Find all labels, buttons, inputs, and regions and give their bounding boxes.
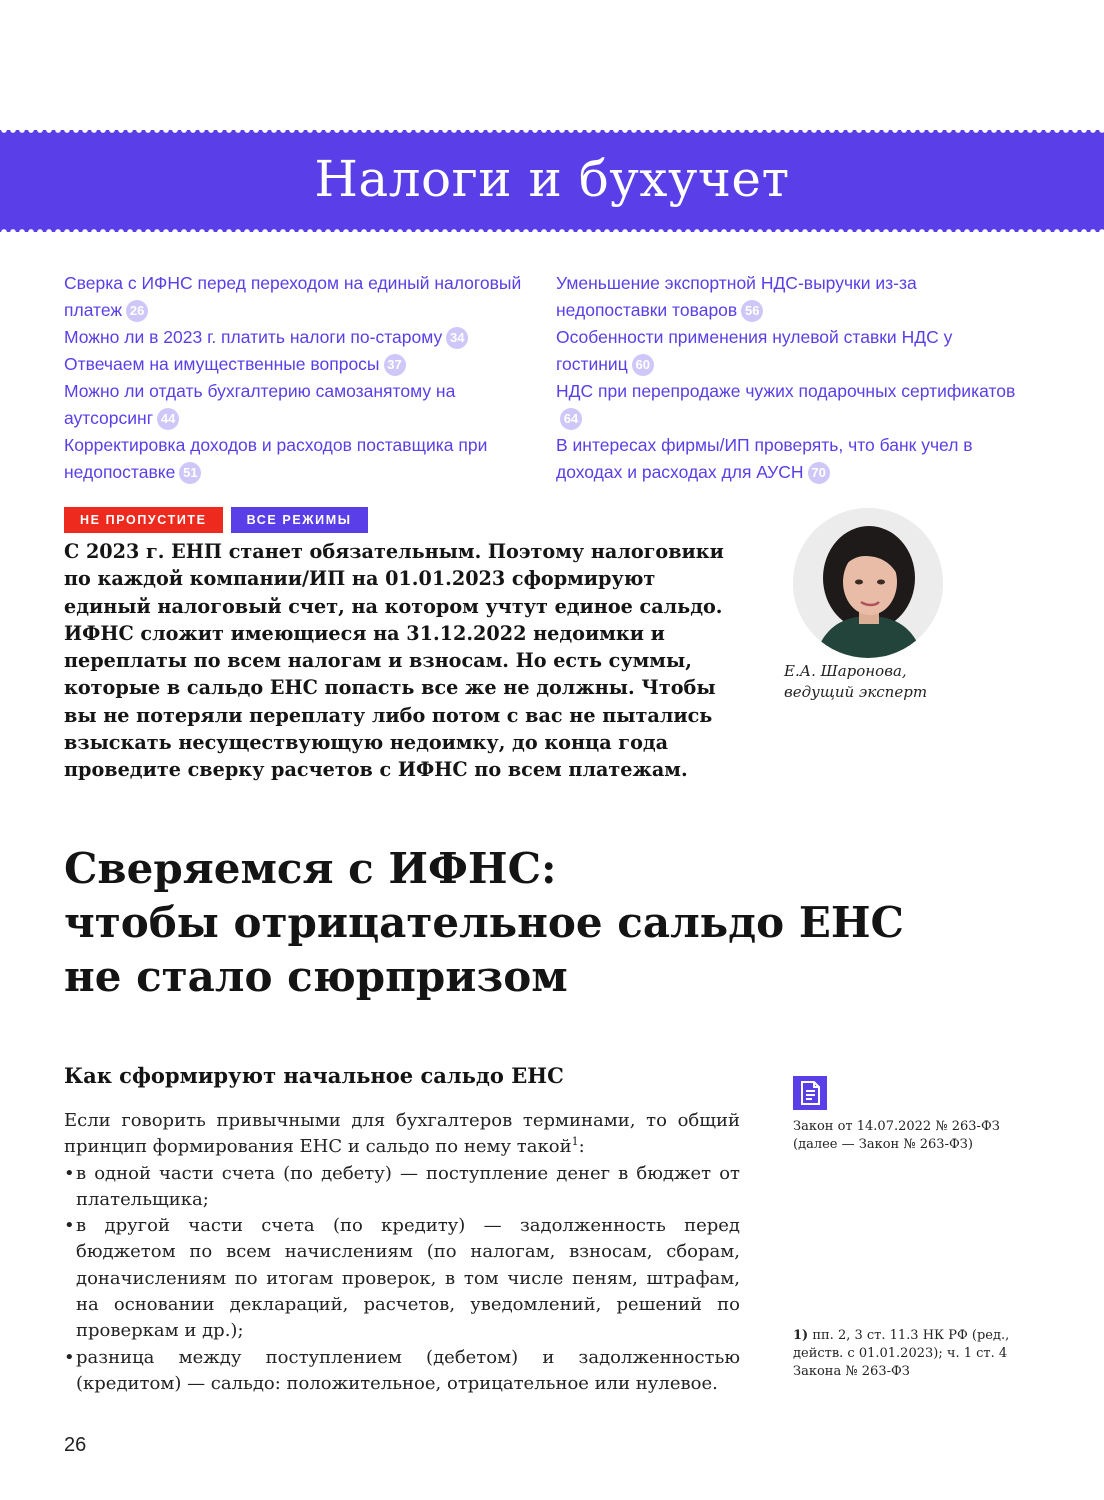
toc-item[interactable]: В интересах фирмы/ИП проверять, что банк учел в доходах и расходах для АУСН 70 bbox=[556, 435, 973, 482]
article-headline: Сверяемся с ИФНС: чтобы отрицательное сальдо ЕНС не стало сюрпризом bbox=[64, 844, 904, 1001]
author-photo bbox=[793, 508, 943, 658]
page-badge: 70 bbox=[808, 462, 830, 484]
document-icon bbox=[793, 1076, 827, 1110]
footnote-ref[interactable]: 1 bbox=[571, 1135, 579, 1149]
toc-item[interactable]: Можно ли в 2023 г. платить налоги по-старому 34 bbox=[64, 324, 524, 351]
author-caption bbox=[784, 661, 927, 703]
author-role: ведущий эксперт bbox=[784, 683, 928, 701]
toc-item[interactable]: НДС при перепродаже чужих подарочных сертификатов64 bbox=[556, 378, 1026, 432]
bullet-list bbox=[64, 1161, 740, 1398]
footnote-text: пп. 2, 3 ст. 11.3 НК РФ (ред., действ. с 01.01.2023); ч. 1 ст. 4 Закона № 263-ФЗ bbox=[793, 1328, 1010, 1379]
section-banner bbox=[0, 130, 1104, 232]
body-intro: Если говорить привычными для бухгалтеров терминами, то общий принцип формирования ЕНС и сальдо по нему такой$^1$: bbox=[64, 1110, 740, 1158]
page-badge: 34 bbox=[446, 327, 468, 349]
author-name: Е.А. Шаронова, bbox=[784, 662, 907, 680]
article-body bbox=[64, 1108, 740, 1397]
tag-dont-miss: НЕ ПРОПУСТИТЕ bbox=[64, 507, 223, 533]
page-badge: 64 bbox=[560, 408, 582, 430]
toc-item[interactable]: Сверка с ИФНС перед переходом на единый налоговый платеж 26 bbox=[64, 273, 522, 320]
toc-item[interactable]: Особенности применения нулевой ставки НДС у гостиниц 60 bbox=[556, 327, 953, 374]
tag-all-modes: ВСЕ РЕЖИМЫ bbox=[231, 507, 368, 533]
toc-item[interactable]: Можно ли отдать бухгалтерию самозанятому на аутсорсинг 44 bbox=[64, 381, 456, 428]
page-badge: 51 bbox=[179, 462, 201, 484]
toc-item[interactable]: Уменьшение экспортной НДС-выручки из-за недопоставки товаров 56 bbox=[556, 273, 917, 320]
page-badge: 60 bbox=[632, 354, 654, 376]
page-badge: 56 bbox=[741, 300, 763, 322]
footnote-number: 1) bbox=[793, 1328, 809, 1343]
toc-right-column bbox=[556, 270, 1026, 486]
lead-paragraph: С 2023 г. ЕНП станет обязательным. Поэтому налоговики по каждой компании/ИП на 01.01.2023 сформируют единый налоговый счет, на котором учтут единое сальдо. ИФНС сложит имеющиеся на 31.12.2022 недоимки и переплаты по всем налогам и взносам. Но есть суммы, которые в сальдо ЕНС попасть все же не должны. Чтобы вы не потеряли переплату либо потом с вас не пытались взыскать несуществующую недоимку, до конца года проведите сверку расчетов с ИФНС по всем платежам. bbox=[64, 540, 724, 782]
toc-item[interactable]: Корректировка доходов и расходов поставщика при недопоставке 51 bbox=[64, 435, 488, 482]
page-badge: 37 bbox=[384, 354, 406, 376]
footnote bbox=[793, 1327, 1023, 1381]
author-portrait-icon bbox=[793, 508, 943, 658]
toc-left-column bbox=[64, 270, 524, 486]
page-badge: 44 bbox=[157, 408, 179, 430]
list-item: • в одной части счета (по дебету) — поступление денег в бюджет от плательщика; bbox=[64, 1161, 740, 1214]
list-item: • разница между поступлением (дебетом) и задолженностью (кредитом) — сальдо: положительное, отрицательное или нулевое. bbox=[64, 1345, 740, 1398]
page-number: 26 bbox=[64, 1434, 87, 1456]
toc-item[interactable]: Отвечаем на имущественные вопросы 37 bbox=[64, 351, 524, 378]
section-title: Налоги и бухучет bbox=[314, 150, 790, 208]
page-badge: 26 bbox=[126, 300, 148, 322]
list-item: • в другой части счета (по кредиту) — задолженность перед бюджетом по всем начислениям (по налогам, взносам, сборам, доначислениям по итогам проверок, в том числе пеням, штрафам, на основании деклараций, расчетов, уведомлений, решений по проверкам и др.); bbox=[64, 1213, 740, 1344]
section-heading: Как сформируют начальное сальдо ЕНС bbox=[64, 1063, 564, 1088]
law-reference: Закон от 14.07.2022 № 263-ФЗ (далее — Закон № 263-ФЗ) bbox=[793, 1119, 1000, 1152]
tag-row bbox=[64, 507, 368, 533]
